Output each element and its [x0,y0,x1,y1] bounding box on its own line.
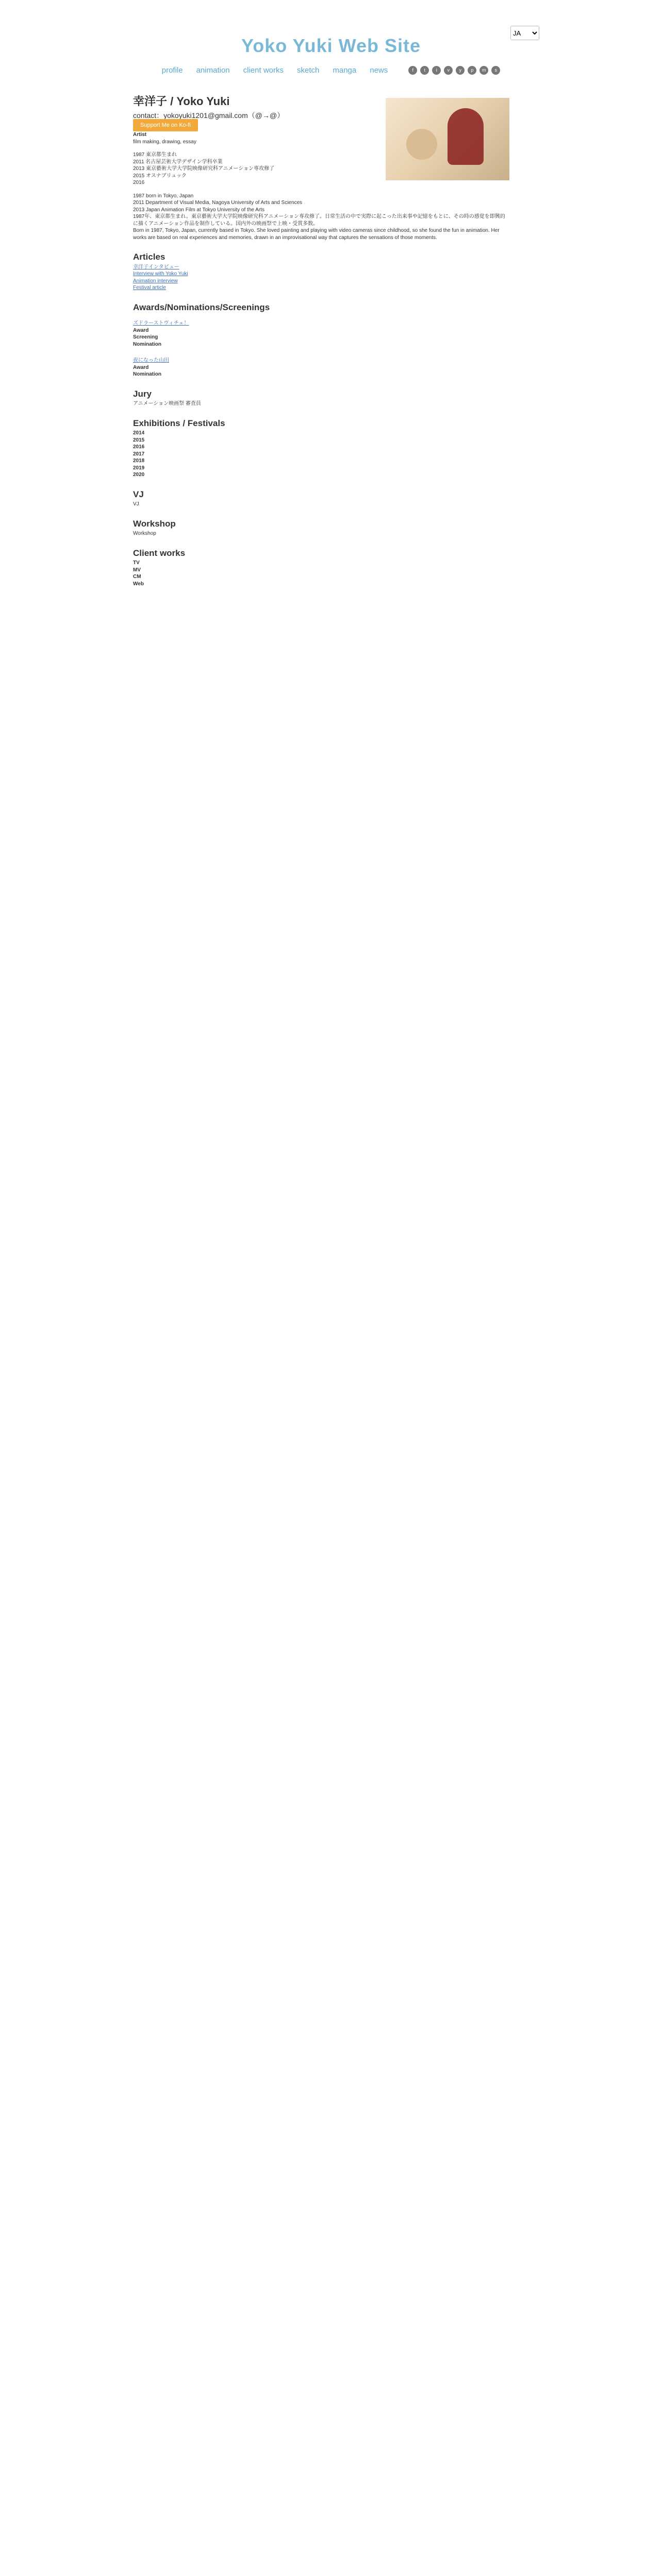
social-links [408,66,500,75]
history-ja-line: 1987 東京都生まれ [133,152,177,158]
nav-manga[interactable]: manga [333,66,357,75]
bio-ja: 1987年、東京都生まれ。東京藝術大学大学院映像研究科アニメーション専攻修了。日常生活の中で実際に起こった出来事や記憶をもとに、その時の感覚を即興的に描くアニメーション作品を制作している。国内外の映画祭で上映・受賞多数。 [133,214,505,227]
client-category: Web [133,581,144,587]
jury-heading: Jury [133,388,152,399]
site-title: Yoko Yuki Web Site [241,35,421,56]
awards-heading: Awards/Nominations/Screenings [133,302,270,312]
main-nav [0,66,662,75]
bio-en: Born in 1987, Tokyo, Japan, currently based in Tokyo. She loved painting and playing with video cameras since childhood, so she found the fun in animation. Her works are based on real experiences and memories, drawn in an improvisational way that captures the sensations of those moments. [133,228,500,241]
articles-list [133,264,509,292]
award-category: Award [133,327,149,333]
nav-animation[interactable]: animation [196,66,230,75]
history-en-line: 2013 Japan Animation Film at Tokyo University of the Arts [133,207,264,213]
exhibition-year: 2018 [133,458,145,464]
article-link[interactable]: Festival article [133,285,166,291]
youtube-icon[interactable]: y [456,66,465,75]
history-ja-line: 2013 東京藝術大学大学院映像研究科アニメーション専攻修了 [133,166,275,172]
workshop-heading: Workshop [133,518,176,529]
exhibition-year: 2017 [133,451,145,457]
exhibition-year: 2019 [133,465,145,471]
work-title[interactable]: 夜になった山田 [133,358,169,363]
nav-profile[interactable]: profile [161,66,183,75]
role-label: Artist [133,132,147,138]
client-category: MV [133,567,141,573]
main-content [133,95,509,587]
article-link[interactable]: 幸洋子インタビュー [133,264,179,270]
kofi-button[interactable]: Support Me on Ko-fi [133,119,198,131]
pixiv-icon[interactable]: p [468,66,476,75]
instagram-icon[interactable]: i [432,66,441,75]
profile-photo [386,98,509,180]
nav-sketch[interactable]: sketch [297,66,320,75]
client-category: CM [133,574,141,580]
shop-icon[interactable]: s [491,66,500,75]
history-en [133,193,509,214]
articles-heading: Articles [133,252,166,262]
facebook-icon[interactable]: f [408,66,417,75]
nav-news[interactable]: news [370,66,388,75]
client-works-heading: Client works [133,548,186,558]
vj-heading: VJ [133,489,144,499]
award-category: Nomination [133,371,161,377]
article-link[interactable]: Animation interview [133,278,178,284]
vimeo-icon[interactable]: v [444,66,453,75]
exhibition-year: 2014 [133,430,145,436]
language-select[interactable] [510,26,539,40]
article-link[interactable]: Interview with Yoko Yuki [133,271,188,277]
nav-client-works[interactable]: client works [243,66,284,75]
role-text: film making, drawing, essay [133,139,196,145]
workshop-item: Workshop [133,531,156,536]
award-category: Nomination [133,341,161,347]
history-en-line: 2011 Department of Visual Media, Nagoya University of Arts and Sciences [133,200,303,206]
twitter-icon[interactable]: t [420,66,429,75]
photo-shape [406,129,437,160]
mail-icon[interactable]: m [479,66,488,75]
photo-figure [448,108,484,165]
client-category: TV [133,560,140,566]
exhibition-year: 2015 [133,437,145,443]
history-en-line: 1987 born in Tokyo, Japan [133,193,194,199]
exhibitions-heading: Exhibitions / Festivals [133,418,225,428]
profile-name: 幸洋子 / Yoko Yuki [133,95,230,108]
contact-email[interactable]: contact：yokoyuki1201@gmail.com（@→@） [133,111,285,120]
exhibition-year: 2016 [133,444,145,450]
award-category: Award [133,364,149,370]
award-category: Screening [133,334,158,340]
jury-item: アニメーション映画祭 審査員 [133,401,201,406]
history-ja-line: 2011 名古屋芸術大学デザイン学科卒業 [133,159,223,165]
exhibition-year: 2020 [133,472,145,478]
work-title[interactable]: ズドラーストヴィチェ！ [133,320,189,326]
history-ja-line: 2015 オスナブリュック [133,173,187,179]
vj-item: VJ [133,501,139,507]
history-ja-line: 2016 [133,180,145,185]
